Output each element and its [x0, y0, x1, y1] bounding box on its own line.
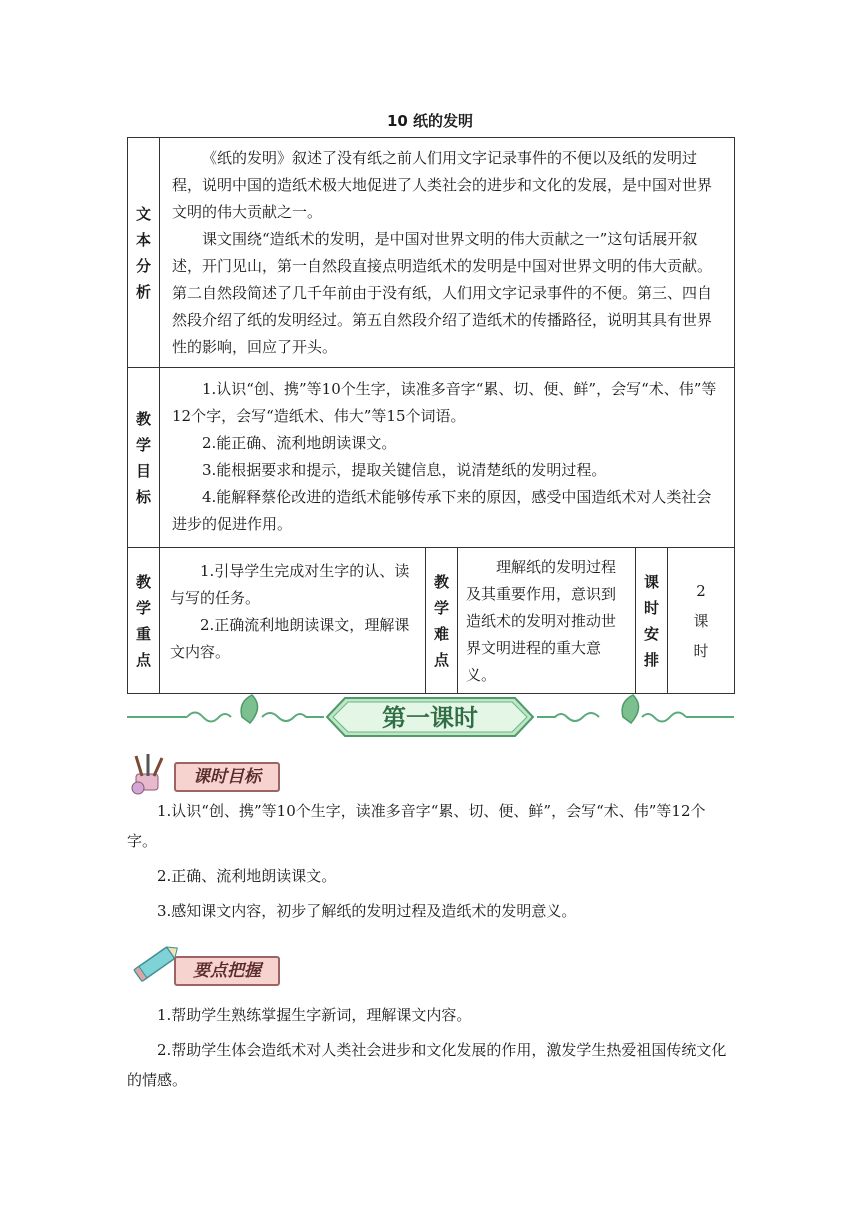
brushes-icon — [130, 754, 178, 796]
difficulty-text: 理解纸的发明过程及其重要作用，意识到造纸术的发明对推动世界文明进程的重大意义。 — [466, 558, 617, 684]
goal-item: 4.能解释蔡伦改进的造纸术能够传承下来的原因，感受中国造纸术对人类社会进步的促进作用。 — [172, 488, 712, 533]
focus-row — [128, 548, 735, 694]
focus-label: 教 学 重 点 — [128, 548, 160, 694]
lesson-goal-item: 2.正确、流利地朗读课文。 — [157, 867, 337, 885]
lesson-goal-item: 1.认识“创、携”等10个生字，读准多音字“累、切、便、鲜”，会写“术、伟”等12个字。 — [127, 802, 706, 850]
goals-label: 教 学 目 标 — [128, 368, 160, 548]
analysis-row — [128, 138, 735, 368]
goals-row — [128, 368, 735, 548]
key-points-title: 要点把握 — [174, 956, 280, 986]
banner-swirl-left2-icon — [262, 713, 324, 721]
goal-item: 3.能根据要求和提示，提取关键信息，说清楚纸的发明过程。 — [202, 461, 607, 479]
difficulty-content — [458, 548, 636, 694]
goal-item: 2.能正确、流利地朗读课文。 — [202, 434, 397, 452]
key-point-item: 1.帮助学生熟练掌握生字新词，理解课文内容。 — [157, 1006, 472, 1024]
analysis-paragraph: 《纸的发明》叙述了没有纸之前人们用文字记录事件的不便以及纸的发明过程，说明中国的造纸术极大地促进了人类社会的进步和文化的发展，是中国对世界文明的伟大贡献之一。 — [172, 149, 713, 221]
lesson-goals-title: 课时目标 — [174, 762, 280, 792]
leaf-right-icon — [622, 695, 638, 723]
lesson-goals-tag — [130, 754, 280, 794]
focus-content — [160, 548, 426, 694]
lesson-title: 10 纸的发明 — [386, 112, 474, 130]
focus-item: 1.引导学生完成对生字的认、读与写的任务。 — [170, 562, 410, 607]
lesson-plan-table — [127, 137, 735, 694]
key-points-list — [127, 1000, 734, 1100]
difficulty-label: 教 学 难 点 — [426, 548, 458, 694]
banner-swirl-left-icon — [187, 713, 231, 722]
schedule-value: 2 课 时 — [668, 548, 735, 694]
analysis-content — [160, 138, 735, 368]
schedule-label: 课 时 安 排 — [636, 548, 668, 694]
lesson-banner — [127, 692, 734, 742]
analysis-paragraph: 课文围绕“造纸术的发明，是中国对世界文明的伟大贡献之一”这句话展开叙述，开门见山，第一自然段直接点明造纸术的发明是中国对世界文明的伟大贡献。第二自然段简述了几千年前由于没有纸，人们用文字记录事件的不便。第三、四自然段介绍了纸的发明经过。第五自然段介绍了造纸术的传播路径，说明其具有世界性的影响，回应了开头。 — [172, 230, 713, 356]
key-point-item: 2.帮助学生体会造纸术对人类社会进步和文化发展的作用，激发学生热爱祖国传统文化的情感。 — [127, 1041, 727, 1089]
leaf-left-icon — [241, 695, 257, 723]
lesson-goal-item: 3.感知课文内容，初步了解纸的发明过程及造纸术的发明意义。 — [157, 902, 577, 920]
banner-swirl-right2-icon — [642, 713, 686, 722]
banner-title: 第一课时 — [382, 704, 478, 732]
goal-item: 1.认识“创、携”等10个生字，读准多音字“累、切、便、鲜”，会写“术、伟”等12个字，会写“造纸术、伟大”等15个词语。 — [172, 380, 717, 425]
focus-item: 2.正确流利地朗读课文，理解课文内容。 — [170, 616, 410, 661]
goals-content — [160, 368, 735, 548]
lesson-goals-list — [127, 796, 734, 931]
analysis-label: 文 本 分 析 — [128, 138, 160, 368]
key-points-tag — [130, 948, 280, 988]
banner-swirl-right-icon — [537, 713, 599, 721]
